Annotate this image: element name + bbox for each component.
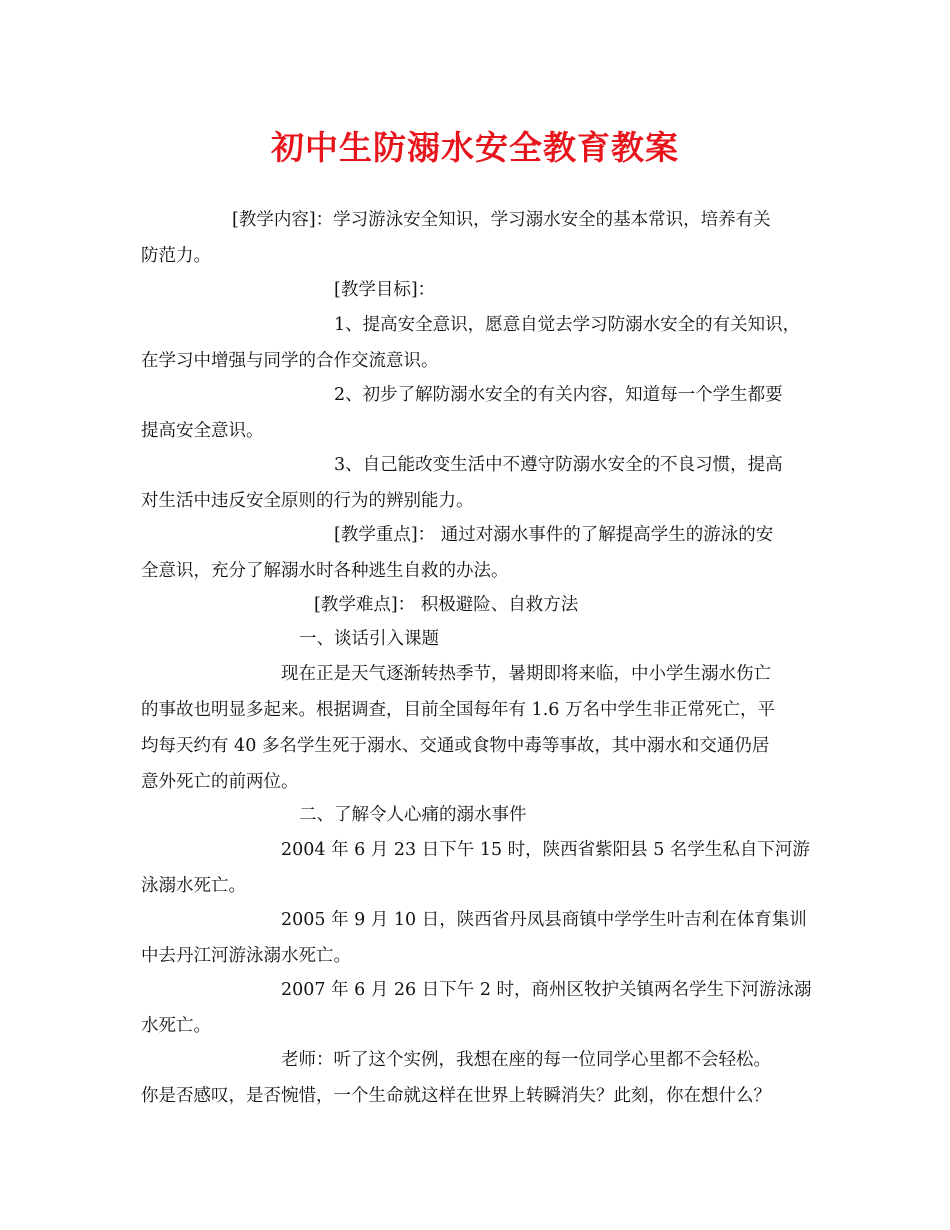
text-line: 你是否感叹，是否惋惜，一个生命就这样在世界上转瞬消失？此刻，你在想什么？ — [141, 1086, 771, 1106]
paragraph-difficult-points — [141, 587, 811, 623]
section-heading-1 — [141, 621, 811, 657]
text-line: [教学内容]：学习游泳安全知识，学习溺水安全的基本常识，培养有关 — [232, 210, 771, 230]
text-line: [教学目标]： — [334, 280, 436, 300]
paragraph-introduction — [141, 656, 811, 800]
text-line: 一、谈话引入课题 — [299, 629, 439, 649]
paragraph-incident-2005 — [141, 902, 811, 974]
text-line: [教学难点]： 积极避险、自救方法 — [314, 595, 579, 615]
text-line: 水死亡。 — [141, 1016, 211, 1036]
text-line: 2004 年 6 月 23 日下午 15 时，陕西省紫阳县 5 名学生私自下河游 — [281, 840, 810, 860]
paragraph-objective-3 — [141, 447, 811, 519]
paragraph-teacher-remark — [141, 1042, 811, 1114]
text-line: 中去丹江河游泳溺水死亡。 — [141, 946, 351, 966]
paragraph-key-points — [141, 517, 811, 589]
text-line: 3、自己能改变生活中不遵守防溺水安全的不良习惯，提高 — [334, 455, 783, 475]
text-line: 全意识，充分了解溺水时各种逃生自救的办法。 — [141, 561, 509, 581]
section-heading-2 — [141, 797, 811, 833]
text-line: 防范力。 — [141, 246, 211, 266]
paragraph-teaching-content — [141, 202, 811, 274]
paragraph-teaching-objectives — [141, 272, 811, 308]
text-line: 对生活中违反安全原则的行为的辨别能力。 — [141, 491, 474, 511]
text-line: 均每天约有 40 多名学生死于溺水、交通或食物中毒等事故，其中溺水和交通仍居 — [141, 736, 770, 756]
paragraph-incident-2007 — [141, 972, 811, 1044]
text-line: 现在正是天气逐渐转热季节，暑期即将来临，中小学生溺水伤亡 — [281, 664, 771, 684]
text-line: 2005 年 9 月 10 日，陕西省丹凤县商镇中学学生叶吉利在体育集训 — [281, 910, 807, 930]
text-line: 的事故也明显多起来。根据调查，目前全国每年有 1.6 万名中学生非正常死亡，平 — [141, 700, 775, 720]
paragraph-objective-1 — [141, 307, 811, 379]
text-line: 2007 年 6 月 26 日下午 2 时，商州区牧护关镇两名学生下河游泳溺 — [281, 980, 812, 1000]
text-line: 意外死亡的前两位。 — [141, 772, 299, 792]
text-line: 泳溺水死亡。 — [141, 876, 246, 896]
text-line: 二、了解令人心痛的溺水事件 — [299, 805, 527, 825]
text-line: 在学习中增强与同学的合作交流意识。 — [141, 351, 439, 371]
text-line: 提高安全意识。 — [141, 421, 264, 441]
text-line: 2、初步了解防溺水安全的有关内容，知道每一个学生都要 — [334, 385, 783, 405]
paragraph-objective-2 — [141, 377, 811, 449]
text-line: 老师：听了这个实例，我想在座的每一位同学心里都不会轻松。 — [281, 1050, 771, 1070]
text-line: [教学重点]： 通过对溺水事件的了解提高学生的游泳的安 — [334, 525, 774, 545]
document-title: 初中生防溺水安全教育教案 — [271, 128, 679, 167]
paragraph-incident-2004 — [141, 832, 811, 904]
text-line: 1、提高安全意识，愿意自觉去学习防溺水安全的有关知识， — [334, 315, 801, 335]
